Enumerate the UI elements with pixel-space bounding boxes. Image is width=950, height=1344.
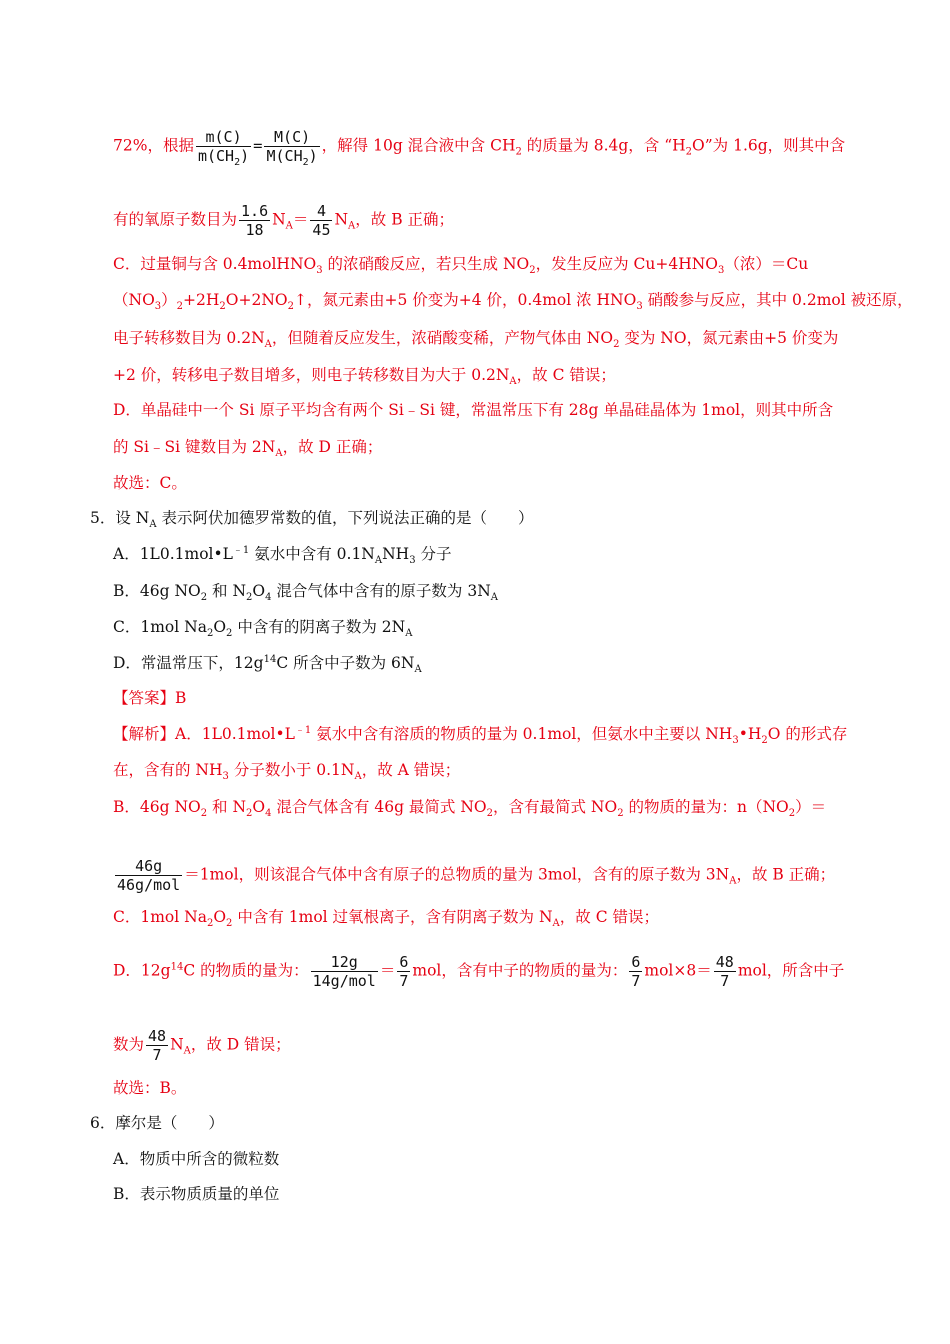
question-5-option-c: C．1mol $Na_2O_2$ 中含有的阴离子数为 $2N_A$ [113, 618, 413, 640]
solution-c-line4: +2 价，转移电子数目增多，则电子转移数目为大于 $0.2N_A$，故 C 错误； [113, 366, 616, 388]
fraction-mc-over-mch2: $\frac{m(C)}{m(CH_2)}$ [197, 128, 250, 168]
solution-c-line3: 电子转移数目为 $0.2N_A$，但随着反应发生，浓硝酸变稀，产物气体由 $NO_2$ 变为 NO，氮元素由+5 价变为 [113, 329, 839, 351]
solution-c-line2: $(NO_3)_2+2H_2O+2NO_2↑$，氮元素由+5 价变为+4 价，0.4mol 浓 $HNO_3$ 硝酸参与反应，其中 0.2mol 被还原， [113, 291, 913, 313]
question-5-explanation-a2: 在，含有的 $NH_3$ 分子数小于 $0.1N_A$，故 A 错误； [113, 761, 461, 783]
question-5-explanation-d2: 数为 $\frac{48}{7}$ $N_A$，故 D 错误； [113, 1027, 291, 1064]
question-5-stem: 5．设 $N_A$ 表示阿伏加德罗常数的值，下列说法正确的是（ ） [90, 509, 534, 531]
question-5-option-d: D．常温常压下，$12g^{14}C$ 所含中子数为 $6N_A$ [113, 653, 422, 676]
question-5-explanation-b2: $\frac{46g}{\text{46g/mol}}$ ＝1mol，则该混合气体中含有原子的总物质的量为 3mol，含有的原子数为 $3N_A$，故 B 正确； [117, 857, 836, 894]
fraction-48-over-7-b: $\frac{48}{7}$ [148, 1027, 167, 1064]
fraction-12g-over-14gmol: $\frac{12g}{\text{14g/mol}}$ [312, 953, 376, 990]
question-5-explanation-a: 【解析】A．$1L0.1mol•L^{﹣1}$ 氨水中含有溶质的物质的量为 0.1mol，但氨水中主要以 $NH_3•H_2O$ 的形式存 [113, 724, 848, 747]
solution-d-line1: D．单晶硅中一个 Si 原子平均含有两个 Si﹣Si 键，常温常压下有 28g 单晶硅晶体为 1mol，则其中所含 [113, 401, 834, 419]
question-6-option-b: B．表示物质质量的单位 [113, 1185, 280, 1203]
question-5-answer: 【答案】B [113, 689, 187, 707]
fraction-Mc-over-Mch2: $\frac{M(C)}{M(CH_2)}$ [266, 128, 318, 168]
fraction-6-over-7-b: $\frac{6}{7}$ [631, 953, 641, 990]
solution-d-line2: 的 Si﹣Si 键数目为 $2N_A$，故 D 正确； [113, 438, 383, 460]
fraction-48-over-7-a: $\frac{48}{7}$ [715, 953, 734, 990]
solution-c-line1: C．过量铜与含 0.4molHNO$_3$ 的浓硝酸反应，若只生成 $NO_2$，发生反应为 $Cu+4HNO_3$（浓）＝Cu [113, 255, 809, 277]
fraction-46g-over-46gmol: $\frac{46g}{\text{46g/mol}}$ [117, 857, 181, 894]
question-5-choice: 故选：B。 [113, 1079, 187, 1097]
question-6-stem: 6．摩尔是（ ） [90, 1114, 224, 1132]
question-5-explanation-d: D．$12g^{14}C$ 的物质的量为： $\frac{12g}{\text{14g/mol}}$ ＝ $\frac{6}{7}$ mol，含有中子的物质的量为： $\frac{6}{7}$ mol×8＝ $\frac{48}{7}$ mol，所含中子 [113, 953, 845, 990]
question-5-option-a: A．$1L0.1mol•L^{﹣1}$ 氨水中含有 $0.1N_ANH_3$ 分子 [113, 544, 452, 567]
question-5-explanation-c: C．1mol $Na_2O_2$ 中含有 1mol 过氧根离子，含有阴离子数为 $N_A$，故 C 错误； [113, 908, 659, 930]
fraction-4-over-45: $\frac{4}{45}$ [312, 202, 331, 239]
question-5-explanation-b: B．46g $NO_2$ 和 $N_2O_4$ 混合气体含有 46g 最简式 $NO_2$，含有最简式 $NO_2$ 的物质的量为：$n(NO_2)=$ [113, 798, 827, 820]
fraction-1.6-over-18: $\frac{1.6}{18}$ [241, 202, 269, 239]
fraction-6-over-7-a: $\frac{6}{7}$ [399, 953, 409, 990]
question-6-option-a: A．物质中所含的微粒数 [113, 1150, 280, 1168]
solution-b-line1: 72%，根据 $\frac{m(C)}{m(CH_2)}$ = $\frac{M(C)}{M(CH_2)}$ ，解得 10g 混合液中含 $CH_2$ 的质量为 8.4g，含 “$H_2O$”为 1.6g，则其中含 [113, 128, 846, 168]
question-5-option-b: B．46g $NO_2$ 和 $N_2O_4$ 混合气体中含有的原子数为 $3N_A$ [113, 582, 499, 604]
solution-b-line2: 有的氧原子数目为 $\frac{1.6}{18}$ $N_A=$ $\frac{4}{45}$ $N_A$，故 B 正确； [113, 202, 455, 239]
solution-choice-c: 故选：C。 [113, 474, 187, 492]
